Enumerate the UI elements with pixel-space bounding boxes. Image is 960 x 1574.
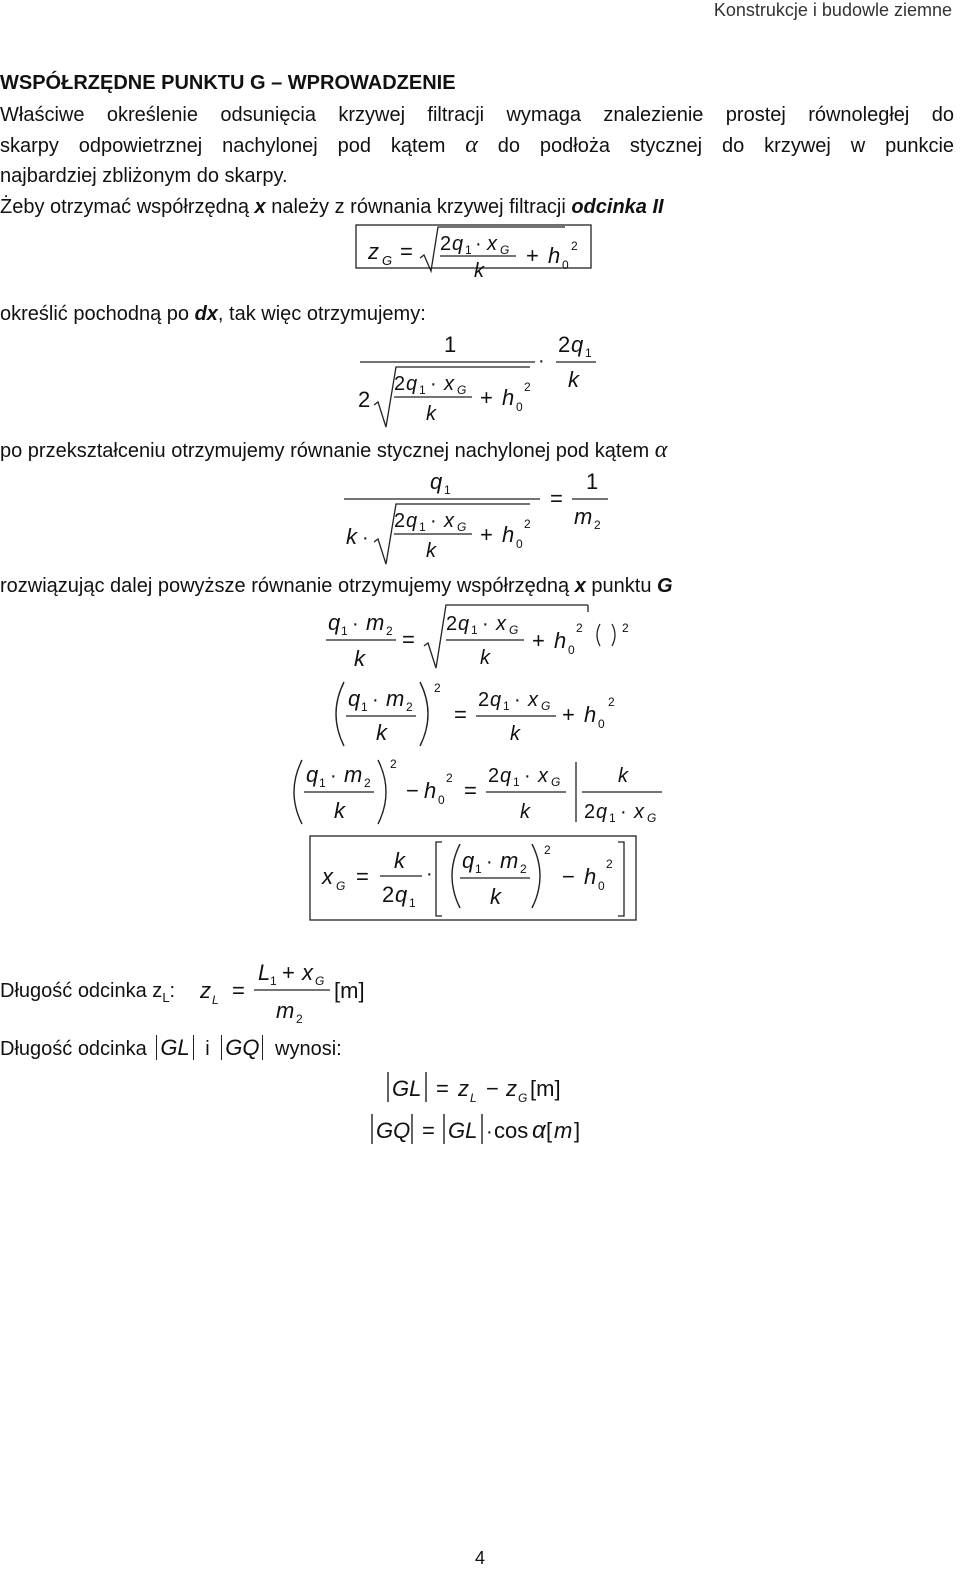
eq3-one: 1 [586, 469, 599, 494]
eq5-equals: = [356, 864, 369, 889]
eq6-L: L [258, 960, 271, 985]
eq5-sub-2: 2 [520, 862, 527, 876]
eq8-gq: GQ [376, 1118, 411, 1143]
eq3-x: x [444, 510, 454, 532]
eq3-sub-1: 1 [444, 483, 451, 497]
eq5-q: q [395, 882, 408, 907]
eq4a-sub-1: 1 [341, 624, 348, 638]
eq5-sq-b: 2 [606, 857, 613, 871]
eq4b-sub-2: 2 [406, 700, 413, 714]
eq4c-sq-b: 2 [446, 771, 453, 785]
eq2-two-b: 2 [394, 373, 406, 395]
eq2-sq: 2 [524, 380, 531, 394]
eq3-m: m [574, 504, 593, 529]
equation-xg-box [300, 832, 660, 924]
equation-tangent [340, 462, 620, 577]
eq4c-sub-g: G [551, 775, 561, 789]
eq5-k: k [394, 848, 405, 873]
equation-solve-3 [280, 752, 680, 832]
eq4a-sq: 2 [576, 621, 583, 635]
eq8-bracket-l: [ [546, 1118, 553, 1143]
eq8-cos: cos [494, 1118, 529, 1143]
eq2-q: q [406, 373, 418, 395]
alpha-symbol: α [465, 132, 478, 158]
eq4a-sub-0: 0 [568, 643, 575, 657]
eq4b-q: q [348, 686, 361, 711]
eq4a-dot: · [352, 613, 359, 635]
eq4c-x: x [538, 765, 548, 787]
eq4b-x: x [528, 689, 538, 711]
eq4b-two: 2 [478, 689, 490, 711]
eq4c-dot: · [330, 765, 337, 787]
step4-text [0, 571, 673, 601]
eq3-two: 2 [394, 510, 406, 532]
eq4a-sub-2: 2 [386, 624, 393, 638]
step4-text-a: rozwiązując dalej powyższe równanie otrzymujemy współrzędną [0, 575, 570, 597]
step1-segment: odcinka II [571, 196, 664, 218]
equation-solve-1 [320, 602, 660, 672]
eq4b-sub-0: 0 [598, 717, 605, 731]
eq4a-q-b: q [458, 613, 470, 635]
eq3-dot-b: · [430, 510, 437, 532]
eq4a-h: h [554, 628, 567, 653]
eq4c-sq: 2 [390, 757, 397, 771]
eq1-q: q [452, 233, 464, 255]
eq8-gl: GL [448, 1118, 478, 1143]
eq4a-two: 2 [446, 613, 458, 635]
eq4c-sub-g2: G [647, 811, 657, 825]
zl-label-text: Długość odcinka z [0, 980, 163, 1002]
step2-var-dx: dx [194, 303, 218, 325]
eq3-sub-1b: 1 [419, 520, 426, 534]
equation-solve-2 [320, 676, 640, 752]
eq7-sub-l: L [470, 1091, 477, 1105]
equation-zl [196, 956, 396, 1028]
eq1-sub-g: G [382, 253, 393, 268]
eq4c-x-b: x [634, 801, 644, 823]
eq2-q-b: q [571, 332, 584, 357]
eq2-dot: · [430, 373, 437, 395]
eq2-x: x [444, 373, 454, 395]
eq2-dot-b: · [538, 350, 545, 372]
eq5-minus: − [562, 864, 575, 889]
intro-line-3: najbardziej zbliżonym do skarpy. [0, 165, 288, 187]
equation-gl [380, 1068, 620, 1108]
eq5-dot-b: · [486, 851, 493, 873]
eq4b-k: k [376, 720, 387, 745]
eq5-m: m [500, 848, 519, 873]
eq4a-x: x [496, 613, 506, 635]
eq4c-m: m [344, 762, 363, 787]
eq2-plus: + [480, 385, 493, 410]
eq4c-dot-b: · [524, 765, 531, 787]
eq4a-plus: + [532, 628, 545, 653]
intro-line-2b: do podłoża stycznej do krzywej w punkcie [497, 135, 955, 157]
gl-gq-label [0, 1033, 342, 1064]
eq4c-q-c: q [596, 801, 608, 823]
eq4b-dot-b: · [514, 689, 521, 711]
eq3-dot: · [362, 527, 369, 549]
eq4c-dot-c: · [620, 801, 627, 823]
equation-gq [364, 1110, 624, 1150]
step1-text-a: Żeby otrzymać współrzędną [0, 196, 249, 218]
eq5-k-b: k [490, 884, 501, 909]
eq1-h: h [548, 243, 561, 268]
eq2-sub-1b: 1 [585, 346, 592, 360]
eq1-x: x [487, 233, 497, 255]
eq4c-h: h [424, 778, 437, 803]
gl-gq-label-b: wynosi: [275, 1038, 342, 1060]
eq4a-equals: = [402, 627, 415, 652]
eq2-sub-0: 0 [516, 400, 523, 414]
eq4a-k: k [354, 646, 365, 671]
eq3-sq: 2 [524, 517, 531, 531]
step4-text-b: punktu [591, 575, 652, 597]
eq2-two: 2 [358, 387, 371, 412]
eq6-sub-2: 2 [296, 1012, 303, 1026]
eq4c-minus: − [406, 778, 419, 803]
eq2-k: k [426, 403, 436, 425]
step1-text-b: należy z równania krzywej filtracji [271, 196, 566, 218]
eq6-x: x [302, 960, 313, 985]
eq6-unit: [m] [334, 978, 365, 1003]
eq4c-sub-1c: 1 [609, 811, 616, 825]
eq4c-sub-1: 1 [319, 776, 326, 790]
intro-line-1: Właściwe określenie odsunięcia krzywej filtracji wymaga znalezienie prostej równoległej do [0, 104, 954, 126]
step2-text-b: , tak więc otrzymujemy: [217, 303, 426, 325]
eq4b-sub-g: G [541, 699, 551, 713]
eq8-dot: · [486, 1121, 493, 1143]
eq2-sub-1: 1 [419, 383, 426, 397]
equation-zg-box [340, 222, 600, 282]
eq1-equals: = [400, 239, 413, 264]
zl-label [0, 976, 175, 1013]
eq4b-q-b: q [490, 689, 502, 711]
eq5-sub-1b: 1 [475, 862, 482, 876]
eq4c-q: q [306, 762, 319, 787]
eq4c-sub-0: 0 [438, 793, 445, 807]
eq8-equals: = [422, 1118, 435, 1143]
eq5-sq: 2 [544, 843, 551, 857]
eq3-sub-2: 2 [594, 518, 601, 532]
eq8-m: m [554, 1118, 573, 1143]
eq2-sub-g: G [457, 383, 467, 397]
alpha-symbol-2: α [654, 437, 668, 463]
eq4a-sub-1b: 1 [471, 623, 478, 637]
eq6-equals: = [232, 978, 245, 1003]
eq2-h: h [502, 385, 515, 410]
intro-line-2 [0, 130, 954, 161]
step2-text-a: określić pochodną po [0, 303, 190, 325]
eq6-sub-g: G [315, 974, 325, 988]
eq4c-two: 2 [488, 765, 500, 787]
eq7-equals: = [436, 1076, 449, 1101]
step4-point: G [657, 575, 673, 597]
eq1-dot: · [475, 233, 482, 255]
eq4a-m: m [366, 610, 385, 635]
eq4c-q-b: q [500, 765, 512, 787]
eq4b-sq: 2 [434, 681, 441, 695]
eq5-sub-g: G [336, 879, 346, 893]
eq3-k-b: k [426, 540, 436, 562]
eq4c-k-b: k [520, 801, 530, 823]
eq3-q: q [430, 469, 443, 494]
eq3-equals: = [550, 486, 563, 511]
eq4c-k: k [334, 798, 345, 823]
gq-abs: GQ [221, 1035, 263, 1060]
eq1-sub-g2: G [500, 243, 510, 257]
eq1-z: z [368, 239, 379, 264]
eq7-sub-g: G [518, 1091, 528, 1105]
gl-gq-label-a: Długość odcinka [0, 1038, 147, 1060]
eq4b-m: m [386, 686, 405, 711]
eq4c-two-b: 2 [584, 801, 596, 823]
eq1-sub-0: 0 [562, 258, 569, 272]
eq4b-equals: = [454, 702, 467, 727]
eq2-two-c: 2 [558, 332, 571, 357]
eq6-m: m [276, 998, 295, 1023]
eq4c-sub-1b: 1 [513, 775, 520, 789]
zl-label-colon: : [169, 980, 176, 1002]
eq5-x: x [322, 864, 333, 889]
intro-line-2a: skarpy odpowietrznej nachylonej pod kątem [0, 135, 446, 157]
eq4b-sq-b: 2 [608, 695, 615, 709]
eq8-bracket-r: ] [574, 1118, 581, 1143]
eq5-q-b: q [462, 848, 475, 873]
eq3-h: h [502, 522, 515, 547]
step3-text-a: po przekształceniu otrzymujemy równanie stycznej nachylonej pod kątem [0, 440, 650, 462]
eq6-sub-1: 1 [270, 974, 277, 988]
gl-abs: GL [156, 1035, 193, 1060]
page-number: 4 [474, 1548, 485, 1568]
eq4a-dot-b: · [482, 613, 489, 635]
zl-label-sub: L [162, 990, 170, 1005]
eq5-dot: · [426, 863, 433, 885]
equation-derivative [340, 325, 620, 440]
eq6-plus: + [282, 960, 295, 985]
gl-gq-and: i [205, 1038, 210, 1060]
eq8-alpha: α [532, 1117, 546, 1144]
eq1-sub-1: 1 [465, 243, 472, 257]
eq5-sub-0: 0 [598, 879, 605, 893]
eq3-sub-0: 0 [516, 537, 523, 551]
eq3-sub-g: G [457, 520, 467, 534]
eq4c-sub-2: 2 [364, 776, 371, 790]
eq5-h: h [584, 864, 597, 889]
eq5-sub-1: 1 [409, 896, 416, 910]
eq2-k-b: k [568, 367, 579, 392]
eq7-z2: z [506, 1076, 517, 1101]
eq4b-sub-1b: 1 [503, 699, 510, 713]
eq3-plus: + [480, 522, 493, 547]
eq4a-k-b: k [480, 647, 490, 669]
eq4c-equals: = [464, 778, 477, 803]
eq4a-sq-b: 2 [622, 621, 629, 635]
eq4a-q: q [328, 610, 341, 635]
eq5-two: 2 [382, 882, 395, 907]
section-title: WSPÓŁRZĘDNE PUNKTU G – WPROWADZENIE [0, 72, 456, 94]
eq2-one: 1 [444, 332, 457, 357]
eq7-z: z [458, 1076, 469, 1101]
eq4b-h: h [584, 702, 597, 727]
eq4c-k-c: k [618, 765, 628, 787]
eq1-plus: + [526, 243, 539, 268]
eq4b-dot: · [372, 689, 379, 711]
step4-var-x: x [574, 575, 586, 597]
eq3-k: k [346, 524, 357, 549]
eq7-gl: GL [392, 1076, 422, 1101]
eq1-k: k [474, 260, 484, 282]
eq1-sq: 2 [571, 239, 578, 253]
eq4b-k-b: k [510, 723, 520, 745]
eq3-q-b: q [406, 510, 418, 532]
eq7-unit: [m] [530, 1076, 561, 1101]
eq4a-sub-g: G [509, 623, 519, 637]
eq6-sub-l: L [212, 993, 219, 1007]
eq1-two: 2 [440, 233, 452, 255]
eq4b-plus: + [562, 702, 575, 727]
eq6-z: z [200, 978, 211, 1003]
eq4b-sub-1: 1 [361, 700, 368, 714]
step1-var-x: x [254, 196, 266, 218]
eq7-minus: − [486, 1076, 499, 1101]
step1-text [0, 192, 664, 222]
running-header: Konstrukcje i budowle ziemne [713, 0, 952, 20]
